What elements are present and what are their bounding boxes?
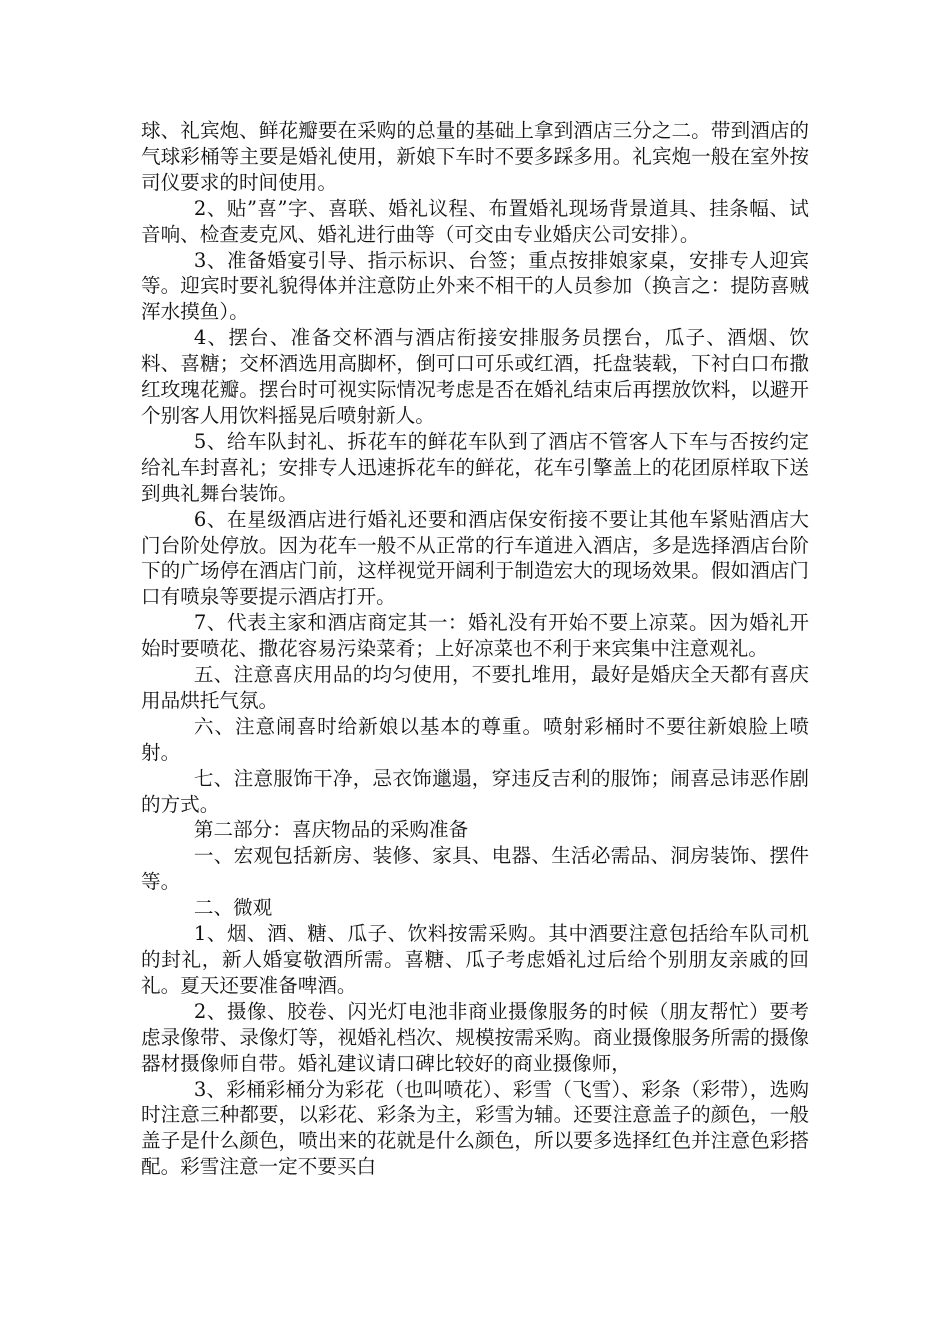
part-two-heading: 第二部分：喜庆物品的采购准备 — [193, 818, 469, 842]
paragraph-micro-2: 2、摄像、胶卷、闪光灯电池非商业摄像服务的时候（朋友帮忙）要考虑录像带、录像灯等，视婚礼档次、规模按需采购。商业摄像服务所需的摄像器材摄像师自带。婚礼建议请口碑比较好的商业摄像师， — [141, 999, 809, 1075]
paragraph-micro-1: 1、烟、酒、糖、瓜子、饮料按需采购。其中酒要注意包括给车队司机的封礼，新人婚宴敬酒所需。喜糖、瓜子考虑婚礼过后给个别朋友亲戚的回礼。夏天还要准备啤酒。 — [141, 922, 809, 997]
paragraph-macro: 一、宏观包括新房、装修、家具、电器、生活必需品、洞房装饰、摆件等。 — [141, 844, 809, 894]
paragraph-item-3: 3、准备婚宴引导、指示标识、台签；重点按排娘家桌，安排专人迎宾等。迎宾时要礼貌得体并注意防止外来不相干的人员参加（换言之：提防喜贼浑水摸鱼）。 — [141, 248, 809, 324]
paragraph-section-6: 六、注意闹喜时给新娘以基本的尊重。喷射彩桶时不要往新娘脸上喷射。 — [141, 714, 809, 764]
paragraph-item-6: 6、在星级酒店进行婚礼还要和酒店保安衔接不要让其他车紧贴酒店大门台阶处停放。因为花车一般不从正常的行车道进入酒店，多是选择酒店台阶下的广场停在酒店门前，这样视觉开阔利于制造宏大的现场效果。假如酒店门口有喷泉等要提示酒店打开。 — [141, 507, 809, 609]
paragraph-section-5: 五、注意喜庆用品的均匀使用，不要扎堆用，最好是婚庆全天都有喜庆用品烘托气氛。 — [141, 663, 809, 712]
paragraph-item-7: 7、代表主家和酒店商定其一：婚礼没有开始不要上凉菜。因为婚礼开始时要喷花、撒花容易污染菜肴；上好凉菜也不利于来宾集中注意观礼。 — [141, 611, 809, 661]
paragraph-section-7: 七、注意服饰干净，忌衣饰邋遢，穿违反吉利的服饰；闹喜忌讳恶作剧的方式。 — [141, 766, 809, 816]
paragraph-continuation: 球、礼宾炮、鲜花瓣要在采购的总量的基础上拿到酒店三分之二。带到酒店的气球彩桶等主要是婚礼使用，新娘下车时不要多踩多用。礼宾炮一般在室外按司仪要求的时间使用。 — [141, 119, 809, 194]
paragraph-item-4: 4、摆台、准备交杯酒与酒店衔接安排服务员摆台，瓜子、酒烟、饮料、喜糖；交杯酒选用高脚杯，倒可口可乐或红酒，托盘装载，下衬白口布撒红玫瑰花瓣。摆台时可视实际情况考虑是否在婚礼结束后再摆放饮料，以避开个别客人用饮料摇晃后喷射新人。 — [141, 326, 809, 427]
document-page — [141, 118, 809, 1180]
paragraph-micro-heading: 二、微观 — [193, 896, 273, 920]
paragraph-item-5: 5、给车队封礼、拆花车的鲜花车队到了酒店不管客人下车与否按约定给礼车封喜礼；安排专人迅速拆花车的鲜花，花车引擎盖上的花团原样取下送到典礼舞台装饰。 — [141, 429, 809, 505]
paragraph-micro-3: 3、彩桶彩桶分为彩花（也叫喷花）、彩雪（飞雪）、彩条（彩带），选购时注意三种都要，以彩花、彩条为主，彩雪为辅。还要注意盖子的颜色，一般盖子是什么颜色，喷出来的花就是什么颜色，所以要多选择红色并注意色彩搭配。彩雪注意一定不要买白 — [141, 1077, 809, 1179]
paragraph-item-2: 2、贴”喜”字、喜联、婚礼议程、布置婚礼现场背景道具、挂条幅、试音响、检查麦克风、婚礼进行曲等（可交由专业婚庆公司安排）。 — [141, 196, 809, 246]
